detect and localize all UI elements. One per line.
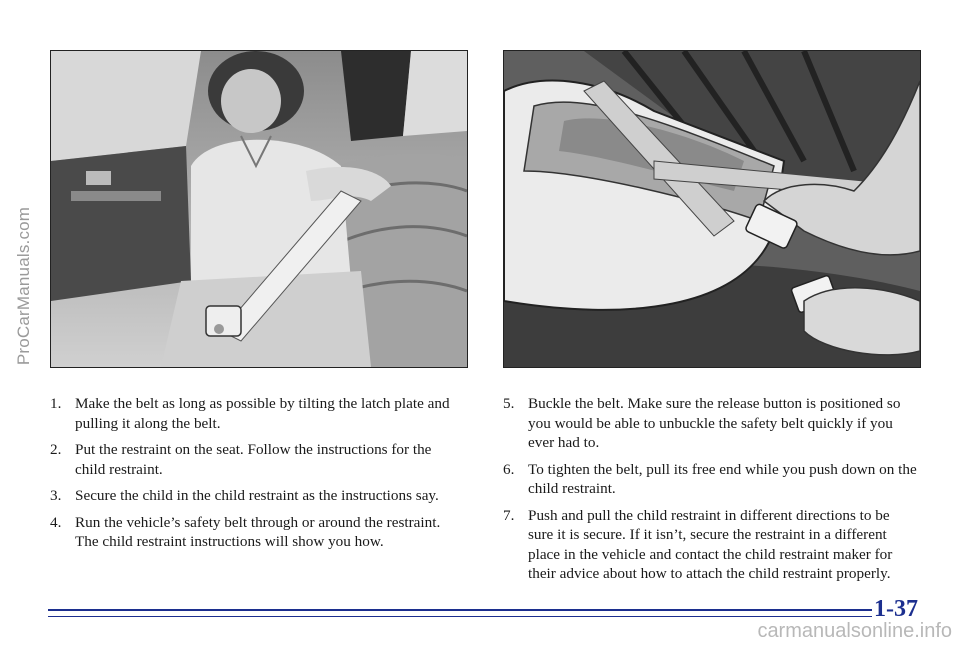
- step-text: Make the belt as long as possible by tilting the latch plate and pulling it along the belt.: [75, 395, 450, 432]
- list-item: [503, 394, 918, 453]
- footer-watermark: carmanualsonline.info: [757, 620, 952, 642]
- step-text: Run the vehicle’s safety belt through or around the restraint. The child restraint instructions will show you how.: [75, 513, 441, 550]
- footer-rule-thin: [48, 616, 872, 617]
- illustration-left: [50, 50, 468, 368]
- steps-list-right: [503, 394, 918, 591]
- step-text: Buckle the belt. Make sure the release button is positioned so you would be able to unbuckle the safety belt quickly if you ever had to.: [528, 395, 901, 451]
- step-number: 6.: [503, 460, 515, 478]
- step-text: To tighten the belt, pull its free end while you push down on the child restraint.: [528, 460, 917, 497]
- step-number: 7.: [503, 506, 515, 524]
- step-number: 2.: [50, 441, 62, 458]
- list-item: [50, 440, 460, 479]
- list-item: [503, 460, 918, 499]
- list-item: [50, 513, 460, 552]
- footer-rule: [48, 609, 872, 611]
- illustration-right: [503, 50, 921, 368]
- steps-list-left: [50, 394, 460, 559]
- step-number: 4.: [50, 513, 62, 531]
- step-text: Put the restraint on the seat. Follow the instructions for the child restraint.: [75, 441, 432, 478]
- side-watermark-text: ProCarManuals.com: [14, 206, 33, 366]
- list-item: [50, 486, 460, 506]
- step-text: Push and pull the child restraint in different directions to be sure it is secure. If it isn’t, secure the restraint in a different place in the vehicle and contact the child restraint maker for their advice about how to attach the child restraint properly.: [528, 506, 893, 582]
- list-item: [50, 394, 460, 433]
- step-text: Secure the child in the child restraint as the instructions say.: [75, 487, 439, 504]
- step-number: 1.: [50, 395, 62, 412]
- list-item: [503, 506, 918, 584]
- step-number: 5.: [503, 395, 515, 412]
- page-number: 1-37: [874, 596, 918, 622]
- step-number: 3.: [50, 487, 62, 504]
- side-watermark: [4, 96, 44, 476]
